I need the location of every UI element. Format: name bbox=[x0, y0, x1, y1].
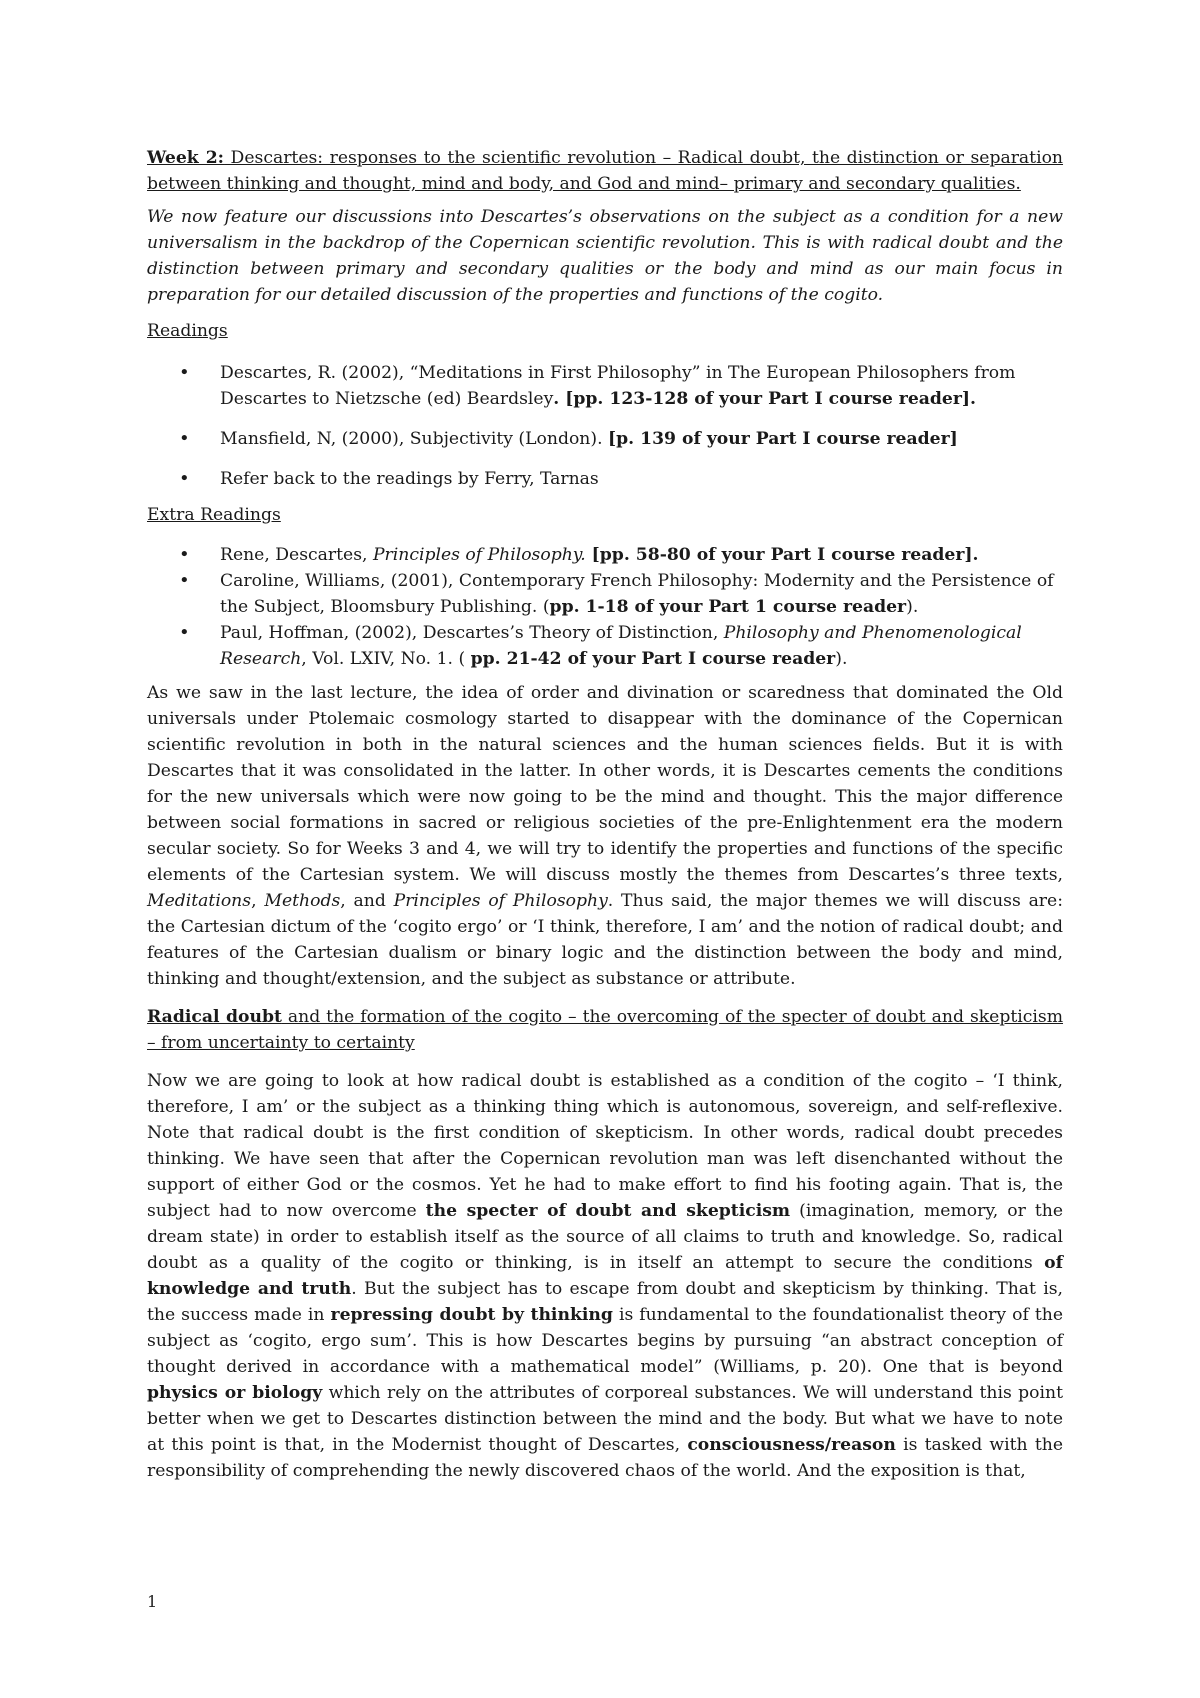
intro-paragraph: We now feature our discussions into Descartes’s observations on the subject as a condition for a new universalism in the backdrop of the Copernican scientific revolution. This is with radical doubt and the distinction between primary and secondary qualities or the body and mind as our main focus in preparation for our detailed discussion of the properties and functions of the cogito. bbox=[147, 207, 1063, 305]
body-paragraph-2: Now we are going to look at how radical doubt is established as a condition of the cogito – ‘I think, therefore, I am’ or the subject as a thinking thing which is autonomous, sovereign, and self-reflexive. Note that radical doubt is the first condition of skepticism. In other words, radical doubt precedes thinking. We have seen that after the Copernican revolution man was left disenchanted without the support of either God or the cosmos. Yet he had to make effort to find his footing again. That is, the subject had to now overcome the specter of doubt and skepticism (imagination, memory, or the dream state) in order to establish itself as the source of all claims to truth and knowledge. So, radical doubt as a quality of the cogito or thinking, is in itself an attempt to secure the conditions of knowledge and truth. But the subject has to escape from doubt and skepticism by thinking. That is, the success made in repressing doubt by thinking is fundamental to the foundationalist theory of the subject as ‘cogito, ergo sum’. This is how Descartes begins by pursuing “an abstract conception of thought derived in accordance with a mathematical model” (Williams, p. 20). One that is beyond physics or biology which rely on the attributes of corporeal substances. We will understand this point better when we get to Descartes distinction between the mind and the body. But what we have to note at this point is that, in the Modernist thought of Descartes, consciousness/reason is tasked with the responsibility of comprehending the newly discovered chaos of the world. And the exposition is that, bbox=[147, 1071, 1063, 1481]
extra-readings-heading: Extra Readings bbox=[147, 505, 281, 525]
title-text: Descartes: responses to the scientific revolution – Radical doubt, the distinction or separation between thinking and thought, mind and body, and God and mind– primary and secondary qualities. bbox=[147, 148, 1064, 194]
readings-heading: Readings bbox=[147, 321, 228, 341]
page-title bbox=[147, 145, 1063, 197]
document-page bbox=[147, 145, 1063, 1484]
body-paragraph-1: As we saw in the last lecture, the idea of order and divination or scaredness that dominated the Old universals under Ptolemaic cosmology started to disappear with the dominance of the Copernican scientific revolution in both in the natural sciences and the human sciences fields. But it is with Descartes that it was consolidated in the latter. In other words, it is Descartes cements the conditions for the new universals which were now going to be the mind and thought. This the major difference between social formations in sacred or religious societies of the pre-Enlightenment era the modern secular society. So for Weeks 3 and 4, we will try to identify the properties and functions of the specific elements of the Cartesian system. We will discuss mostly the themes from Descartes’s three texts, Meditations, Methods, and Principles of Philosophy. Thus said, the major themes we will discuss are: the Cartesian dictum of the ‘cogito ergo’ or ‘I think, therefore, I am’ and the notion of radical doubt; and features of the Cartesian dualism or binary logic and the distinction between the body and mind, thinking and thought/extension, and the subject as substance or attribute. bbox=[147, 683, 1063, 989]
section-heading: Radical doubt and the formation of the cogito – the overcoming of the specter of doubt and skepticism – from uncertainty to certainty bbox=[147, 1007, 1063, 1053]
extra-readings-list bbox=[147, 542, 1063, 672]
list-item: • Descartes, R. (2002), “Meditations in First Philosophy” in The European Philosophers from Descartes to Nietzsche (ed) Beardsley. [pp. 123-128 of your Part I course reader]. bbox=[147, 360, 1063, 412]
list-item: • Mansfield, N, (2000), Subjectivity (London). [p. 139 of your Part I course reader] bbox=[147, 426, 1063, 452]
week-label: Week 2: bbox=[147, 148, 225, 168]
page-number: 1 bbox=[147, 1592, 158, 1611]
list-item: • Rene, Descartes, Principles of Philosophy. [pp. 58-80 of your Part I course reader]. bbox=[147, 542, 1063, 568]
list-item: • Caroline, Williams, (2001), Contemporary French Philosophy: Modernity and the Persistence of the Subject, Bloomsbury Publishing. (pp. 1-18 of your Part 1 course reader). bbox=[147, 568, 1063, 620]
list-item: • Refer back to the readings by Ferry, Tarnas bbox=[147, 466, 1063, 492]
readings-list bbox=[147, 360, 1063, 492]
list-item: • Paul, Hoffman, (2002), Descartes’s Theory of Distinction, Philosophy and Phenomenological Research, Vol. LXIV, No. 1. ( pp. 21-42 of your Part I course reader). bbox=[147, 620, 1063, 672]
